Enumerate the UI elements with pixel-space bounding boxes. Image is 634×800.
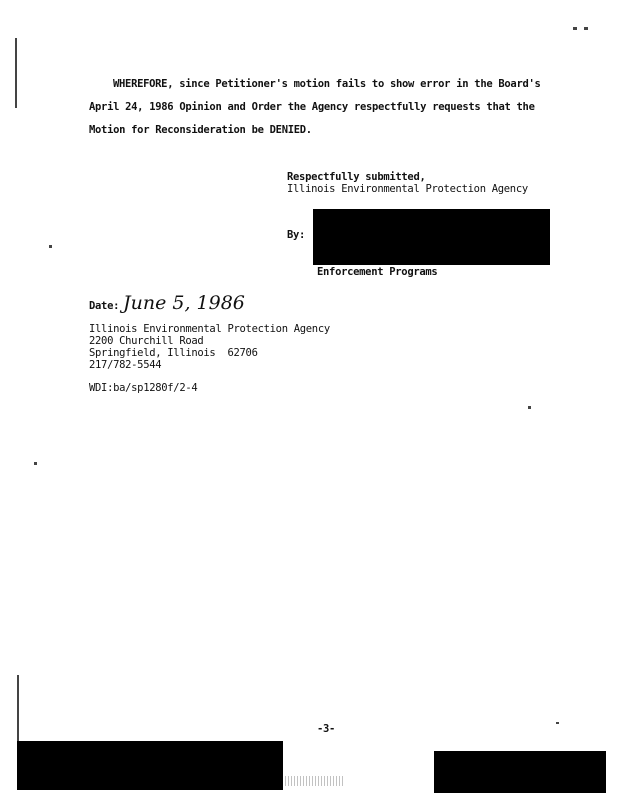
handwritten-date: June 5, 1986 <box>123 292 245 314</box>
footer-redaction-left <box>17 741 283 790</box>
scan-speck <box>573 27 577 30</box>
footer-redaction-right <box>434 751 606 793</box>
division-name: Enforcement Programs <box>317 266 438 278</box>
footer-scan-noise <box>285 776 345 786</box>
address-line-2: 2200 Churchill Road <box>89 335 204 347</box>
left-margin-line-lower <box>17 675 19 745</box>
scan-speck <box>49 245 52 248</box>
scan-speck <box>34 462 37 465</box>
paragraph-line-1: WHEREFORE, since Petitioner's motion fails to show error in the Board's <box>113 78 541 90</box>
paragraph-line-2: April 24, 1986 Opinion and Order the Agency respectfully requests that the <box>89 101 535 113</box>
by-label: By: <box>287 229 306 241</box>
scan-speck <box>584 27 588 30</box>
reference-code: WDI:ba/sp1280f/2-4 <box>89 382 198 394</box>
signature-redaction <box>313 209 550 265</box>
agency-name: Illinois Environmental Protection Agency <box>287 183 528 195</box>
address-line-3: Springfield, Illinois 62706 <box>89 347 258 359</box>
address-line-4: 217/782-5544 <box>89 359 162 371</box>
left-margin-line <box>15 38 17 108</box>
paragraph-line-3: Motion for Reconsideration be DENIED. <box>89 124 312 136</box>
address-line-1: Illinois Environmental Protection Agency <box>89 323 330 335</box>
scan-speck <box>556 722 559 724</box>
page-number: -3- <box>317 723 336 735</box>
date-label: Date: <box>89 300 120 312</box>
closing-text: Respectfully submitted, <box>287 171 426 183</box>
scan-speck <box>528 406 531 409</box>
